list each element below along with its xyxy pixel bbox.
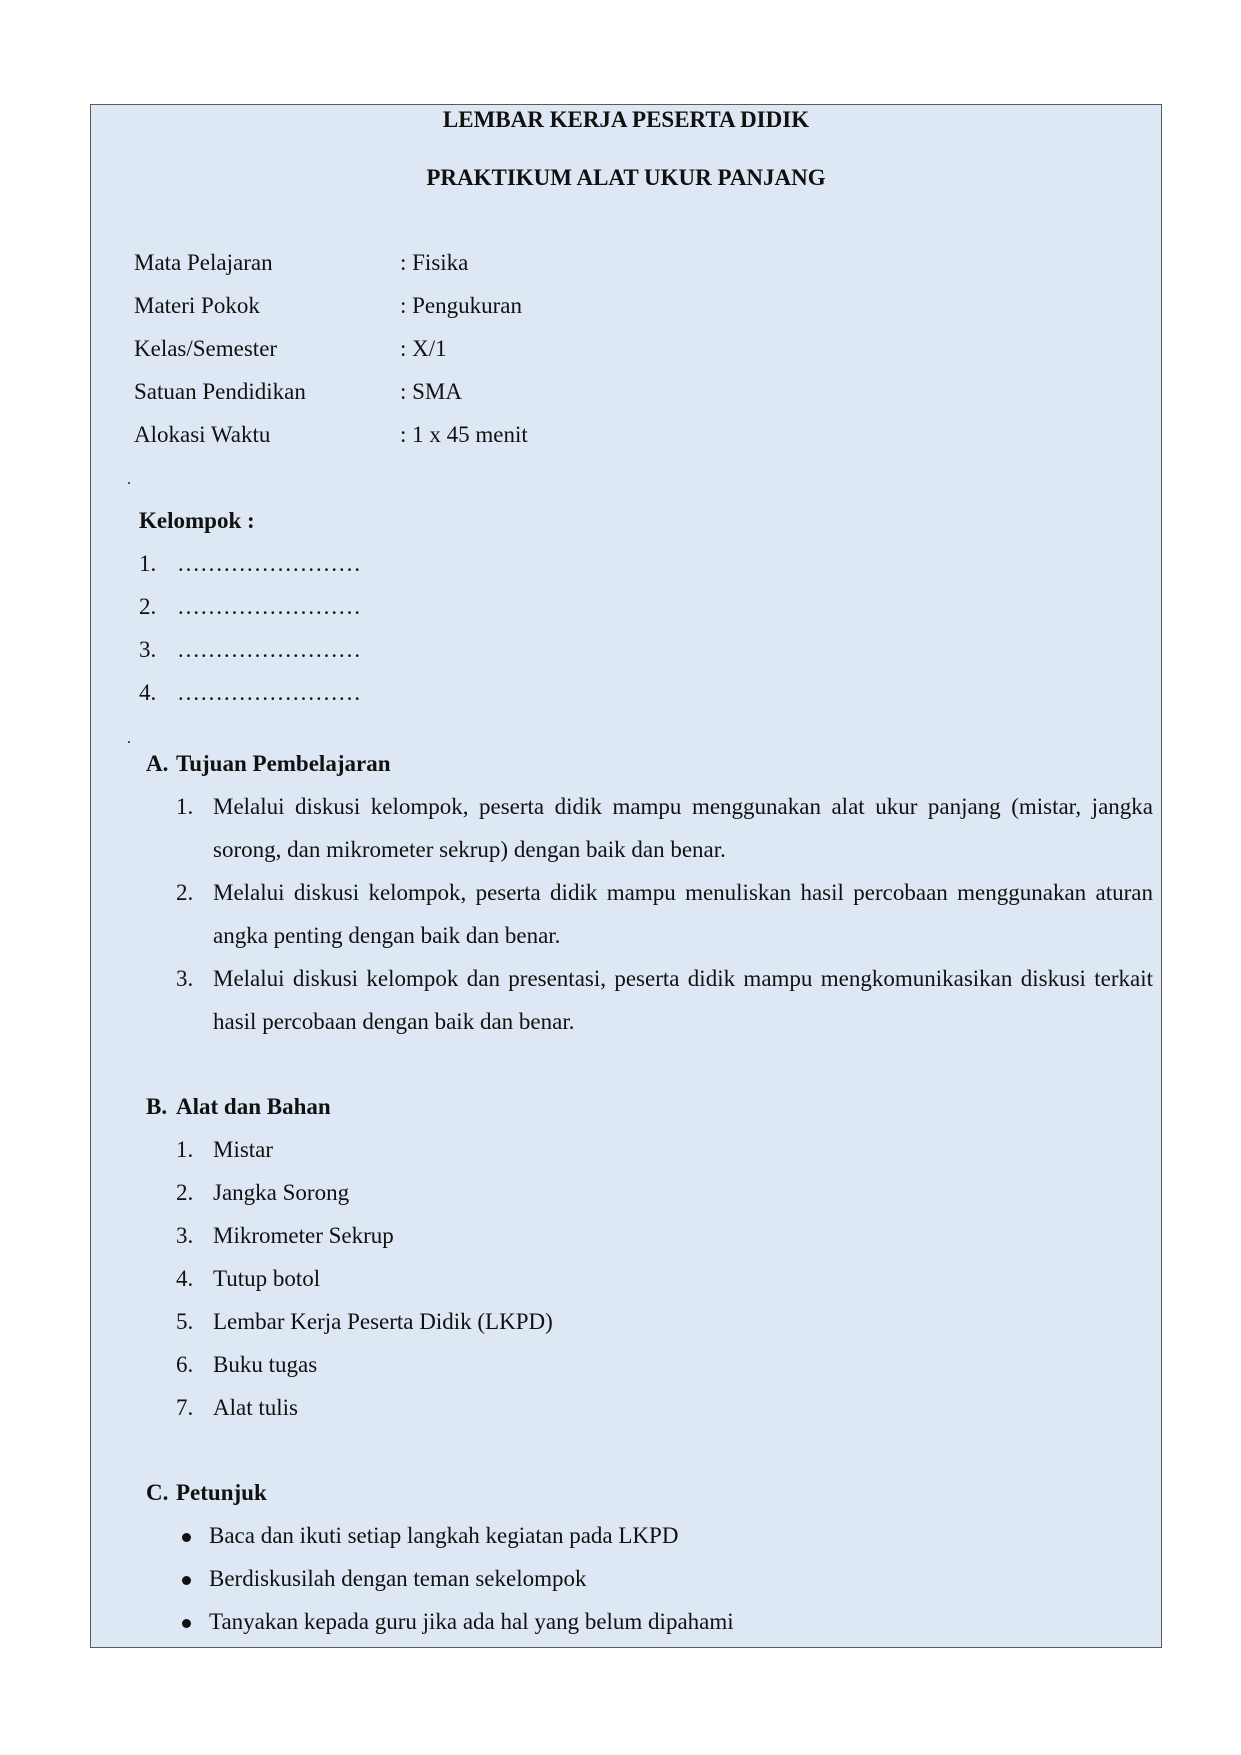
info-label: Materi Pokok <box>134 293 260 318</box>
objective-num: 3. <box>176 966 194 991</box>
material-num: 6. <box>176 1352 194 1377</box>
group-member-field[interactable]: …………………… <box>177 637 361 662</box>
section-b-heading: Alat dan Bahan <box>176 1094 331 1119</box>
material-num: 3. <box>176 1223 194 1248</box>
instruction-item: Berdiskusilah dengan teman sekelompok <box>209 1566 587 1591</box>
section-a-heading: Tujuan Pembelajaran <box>176 751 391 776</box>
info-value: : SMA <box>400 379 462 404</box>
objective-text: Melalui diskusi kelompok, peserta didik mampu menggunakan alat ukur panjang (mistar, jangka sorong, dan mikrometer sekrup) dengan baik dan benar. <box>213 794 1153 862</box>
bullet-icon <box>182 1576 191 1585</box>
info-value: : Fisika <box>400 250 469 275</box>
section-c-heading: Petunjuk <box>176 1480 267 1505</box>
stray-dot: . <box>127 471 131 488</box>
material-item: Jangka Sorong <box>213 1180 350 1205</box>
material-num: 4. <box>176 1266 194 1291</box>
instruction-item: Tanyakan kepada guru jika ada hal yang belum dipahami <box>209 1609 734 1634</box>
material-item: Mistar <box>213 1137 274 1162</box>
group-member-field[interactable]: …………………… <box>177 594 361 619</box>
objective-text: Melalui diskusi kelompok dan presentasi, peserta didik mampu mengkomunikasikan diskusi terkait hasil percobaan dengan baik dan benar. <box>213 966 1153 1034</box>
material-num: 5. <box>176 1309 194 1334</box>
material-item: Tutup botol <box>213 1266 321 1291</box>
group-member-field[interactable]: …………………… <box>177 551 361 576</box>
info-value: : Pengukuran <box>400 293 523 318</box>
group-num: 1. <box>139 551 157 576</box>
info-label: Satuan Pendidikan <box>134 379 306 404</box>
section-c-letter: C. <box>146 1480 169 1505</box>
info-label: Kelas/Semester <box>134 336 278 361</box>
objective-num: 2. <box>176 880 194 905</box>
page-title: LEMBAR KERJA PESERTA DIDIK <box>442 107 810 132</box>
worksheet-box <box>90 104 1162 1648</box>
material-item: Buku tugas <box>213 1352 318 1377</box>
bullet-icon <box>182 1619 191 1628</box>
group-heading: Kelompok : <box>139 508 255 533</box>
info-label: Mata Pelajaran <box>134 250 273 275</box>
instruction-item: Baca dan ikuti setiap langkah kegiatan pada LKPD <box>209 1523 679 1548</box>
group-num: 4. <box>139 680 157 705</box>
objective-text: Melalui diskusi kelompok, peserta didik mampu menuliskan hasil percobaan menggunakan aturan angka penting dengan baik dan benar. <box>213 880 1153 948</box>
stray-dot: . <box>127 730 131 747</box>
bullet-icon <box>182 1533 191 1542</box>
material-num: 1. <box>176 1137 194 1162</box>
group-member-field[interactable]: …………………… <box>177 680 361 705</box>
info-label: Alokasi Waktu <box>134 422 271 447</box>
info-value: : 1 x 45 menit <box>400 422 528 447</box>
section-a-letter: A. <box>146 751 169 776</box>
material-item: Mikrometer Sekrup <box>213 1223 394 1248</box>
material-item: Alat tulis <box>213 1395 298 1420</box>
group-num: 2. <box>139 594 157 619</box>
objective-num: 1. <box>176 794 194 819</box>
group-num: 3. <box>139 637 157 662</box>
section-b-letter: B. <box>146 1094 168 1119</box>
material-item: Lembar Kerja Peserta Didik (LKPD) <box>213 1309 553 1334</box>
info-value: : X/1 <box>400 336 447 361</box>
material-num: 2. <box>176 1180 194 1205</box>
page-subtitle: PRAKTIKUM ALAT UKUR PANJANG <box>426 165 826 190</box>
material-num: 7. <box>176 1395 194 1420</box>
